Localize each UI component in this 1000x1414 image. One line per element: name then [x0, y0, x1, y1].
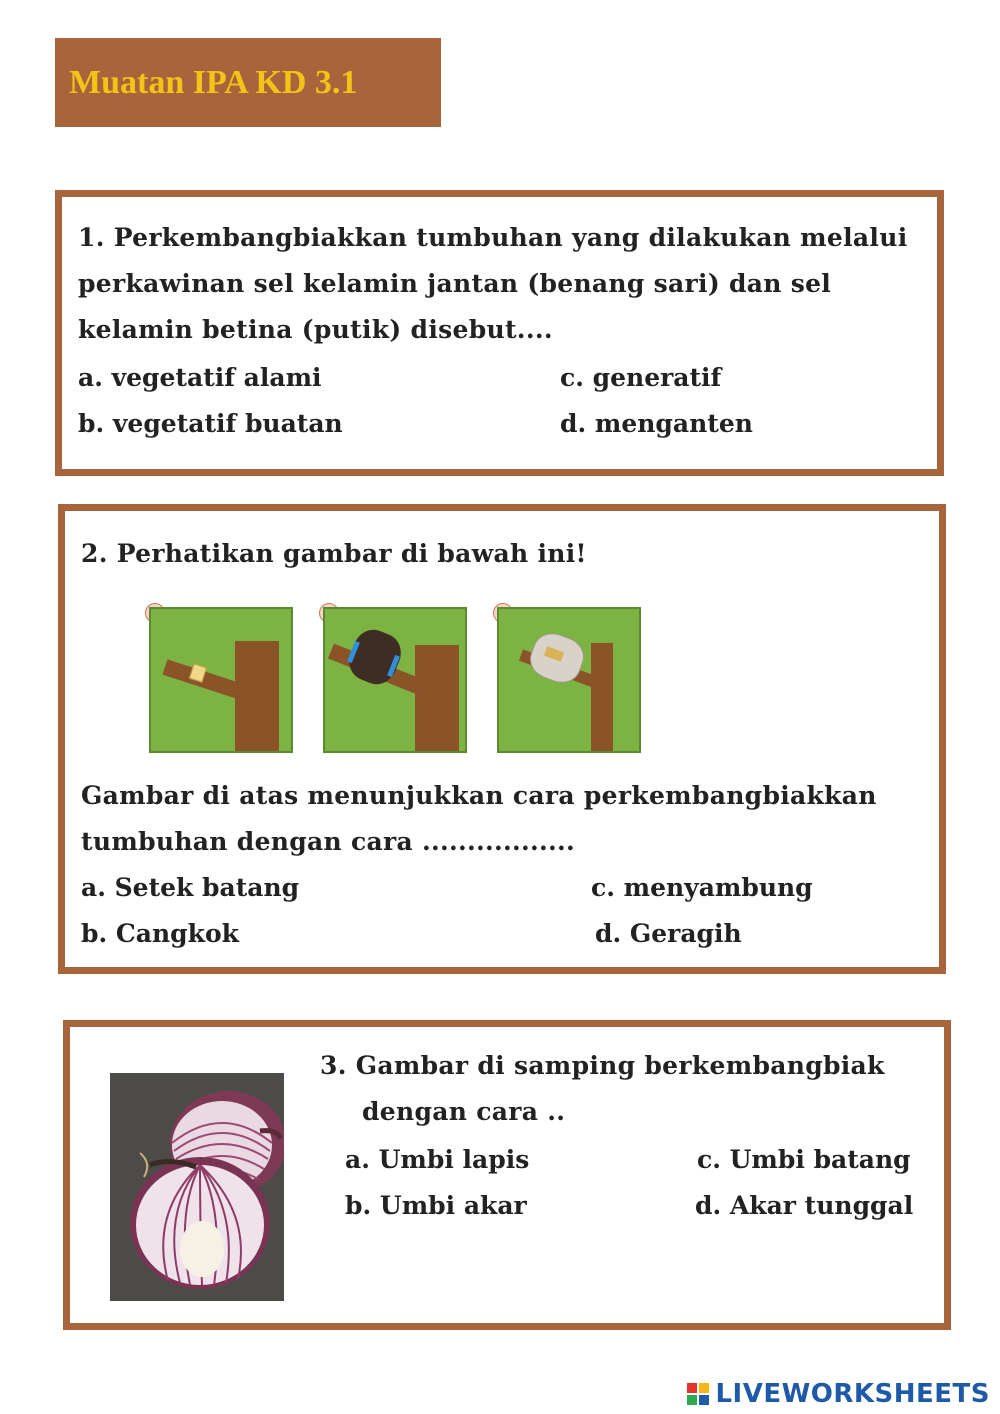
question-2-line: tumbuhan dengan cara ................. [81, 827, 576, 856]
question-3-card [63, 1020, 951, 1330]
onion-icon [110, 1073, 284, 1301]
grafting-step-3-image [497, 607, 641, 753]
question-1-text [78, 215, 908, 353]
question-2-option-d[interactable]: d. Geragih [595, 919, 742, 948]
question-3-option-b[interactable]: b. Umbi akar [345, 1191, 527, 1220]
tree-trunk [415, 645, 459, 753]
question-2-text [81, 773, 877, 865]
liveworksheets-watermark [687, 1377, 990, 1411]
question-3-line: dengan cara .. [362, 1097, 566, 1126]
question-1-option-d[interactable]: d. menganten [560, 409, 753, 438]
page-title: Muatan IPA KD 3.1 [69, 63, 358, 101]
question-1-option-b[interactable]: b. vegetatif buatan [78, 409, 343, 438]
question-1-line: kelamin betina (putik) disebut.... [78, 315, 553, 344]
tree-trunk [235, 641, 279, 753]
question-2-option-a[interactable]: a. Setek batang [81, 873, 300, 902]
question-2-card [58, 504, 946, 974]
question-2-option-c[interactable]: c. menyambung [591, 873, 813, 902]
title-banner [55, 38, 441, 127]
liveworksheets-logo-icon [687, 1383, 709, 1405]
question-1-line: perkawinan sel kelamin jantan (benang sari) dan sel [78, 269, 832, 298]
question-3-option-a[interactable]: a. Umbi lapis [345, 1145, 530, 1174]
tree-trunk [591, 643, 613, 753]
question-1-option-c[interactable]: c. generatif [560, 363, 722, 392]
question-2-line: Gambar di atas menunjukkan cara perkembangbiakkan [81, 781, 877, 810]
question-1-option-a[interactable]: a. vegetatif alami [78, 363, 322, 392]
watermark-text: LIVEWORKSHEETS [715, 1379, 990, 1409]
question-2-instruction: 2. Perhatikan gambar di bawah ini! [81, 539, 587, 568]
question-2-option-b[interactable]: b. Cangkok [81, 919, 239, 948]
red-onion-photo [110, 1073, 284, 1301]
grafting-step-1-image [149, 607, 293, 753]
question-1-card [55, 190, 944, 476]
question-1-line: 1. Perkembangbiakkan tumbuhan yang dilakukan melalui [78, 223, 908, 252]
question-3-option-d[interactable]: d. Akar tunggal [695, 1191, 914, 1220]
question-3-option-c[interactable]: c. Umbi batang [697, 1145, 911, 1174]
question-3-line: 3. Gambar di samping berkembangbiak [320, 1051, 885, 1080]
grafting-step-2-image [323, 607, 467, 753]
